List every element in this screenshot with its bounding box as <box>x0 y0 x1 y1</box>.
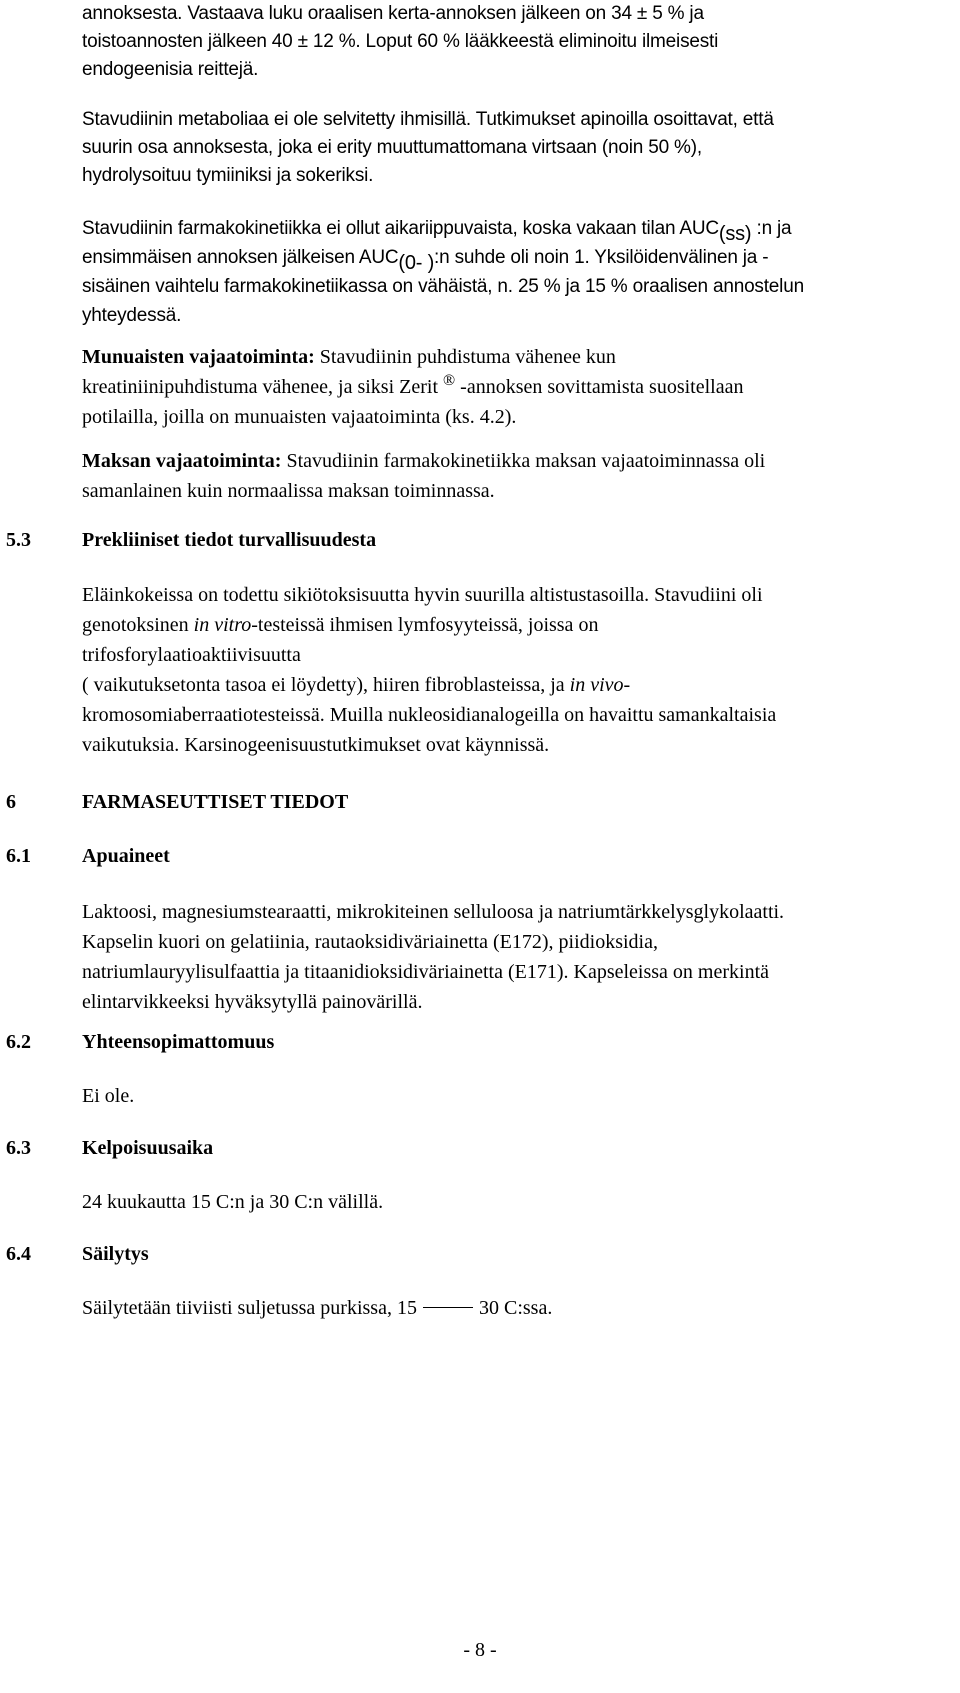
text-line: toistoannosten jälkeen 40 ± 12 %. Loput 60 % lääkkeestä eliminoitu ilmeisesti <box>82 31 719 52</box>
dash-line <box>423 1307 473 1308</box>
paragraph-pharmacokinetics <box>82 214 944 330</box>
text-line: Kapselin kuori on gelatiinia, rautaoksidiväriainetta (E172), piidioksidia, <box>82 931 658 953</box>
text-span: Stavudiinin puhdistuma vähenee kun <box>314 346 616 368</box>
paragraph-lead: Maksan vajaatoiminta: <box>82 450 282 472</box>
text-line <box>82 1294 944 1322</box>
text-span: ( vaikutuksetonta tasoa ei löydetty), hiiren fibroblasteissa, ja <box>82 674 570 696</box>
section-title: Kelpoisuusaika <box>82 1137 214 1159</box>
text-line <box>82 214 944 243</box>
text-span: :n suhde oli noin 1. Yksilöidenvälinen ja - <box>434 247 769 268</box>
section-title: Säilytys <box>82 1243 149 1265</box>
text-line <box>82 243 944 272</box>
text-line <box>82 446 944 476</box>
italic-text: in vivo <box>569 674 624 696</box>
section-title: Apuaineet <box>82 845 170 867</box>
text-line: hydrolysoituu tymiiniksi ja sokeriksi. <box>82 165 374 186</box>
section-number: 6.2 <box>6 1031 31 1053</box>
text-line: samanlainen kuin normaalissa maksan toiminnassa. <box>82 480 495 502</box>
text-line: Ei ole. <box>82 1085 135 1107</box>
text-span: Stavudiinin farmakokinetiikka maksan vajaatoiminnassa oli <box>281 450 766 472</box>
text-line <box>82 610 944 640</box>
section-number: 6.1 <box>6 845 31 867</box>
section-title: Prekliiniset tiedot turvallisuudesta <box>82 529 377 551</box>
subscript: (0- ) <box>398 252 435 274</box>
text-line: potilailla, joilla on munuaisten vajaatoiminta (ks. 4.2). <box>82 406 517 428</box>
text-line: yhteydessä. <box>82 305 182 326</box>
paragraph-preclinical <box>82 580 944 760</box>
text-line <box>82 342 944 372</box>
section-number: 5.3 <box>6 529 31 551</box>
text-line: Eläinkokeissa on todettu sikiötoksisuutta hyvin suurilla altistustasoilla. Stavudiini oli <box>82 584 763 606</box>
text-line: endogeenisia reittejä. <box>82 59 259 80</box>
paragraph-lead: Munuaisten vajaatoiminta: <box>82 346 315 368</box>
paragraph-hepatic <box>82 446 944 506</box>
paragraph-excipients <box>82 897 944 1017</box>
section-title: Yhteensopimattomuus <box>82 1031 275 1053</box>
paragraph-elimination <box>82 0 944 84</box>
text-line: kromosomiaberraatiotesteissä. Muilla nukleosidianalogeilla on havaittu samankaltaisia <box>82 704 777 726</box>
subscript: (ss) <box>718 223 752 245</box>
text-line: annoksesta. Vastaava luku oraalisen kerta-annoksen jälkeen on 34 ± 5 % ja <box>82 3 704 24</box>
section-number: 6.3 <box>6 1137 31 1159</box>
text-span: -annoksen sovittamista suositellaan <box>455 376 744 398</box>
text-line: natriumlauryylisulfaattia ja titaanidioksidiväriainetta (E171). Kapseleissa on merkintä <box>82 961 770 983</box>
text-line: Stavudiinin metaboliaa ei ole selvitetty ihmisillä. Tutkimukset apinoilla osoittavat, että <box>82 109 774 130</box>
section-number: 6 <box>6 791 16 813</box>
paragraph-metabolism <box>82 106 944 190</box>
text-line: sisäinen vaihtelu farmakokinetiikassa on vähäistä, n. 25 % ja 15 % oraalisen annostelun <box>82 276 804 297</box>
text-line: 24 kuukautta 15 C:n ja 30 C:n välillä. <box>82 1191 384 1213</box>
text-span: :n ja <box>751 218 792 239</box>
text-span: 30 C:ssa. <box>478 1297 553 1319</box>
text-span: kreatiniinipuhdistuma vähenee, ja siksi Zerit <box>82 376 444 398</box>
section-title: FARMASEUTTISET TIEDOT <box>82 791 349 813</box>
text-line: trifosforylaatioaktiivisuutta <box>82 644 301 666</box>
paragraph-renal <box>82 342 944 432</box>
italic-text: in vitro <box>193 614 252 636</box>
text-span: genotoksinen <box>82 614 194 636</box>
text-span: Stavudiinin farmakokinetiikka ei ollut aikariippuvaista, koska vakaan tilan AUC <box>82 218 719 239</box>
text-line <box>82 372 944 402</box>
text-line: suurin osa annoksesta, joka ei erity muuttumattomana virtsaan (noin 50 %), <box>82 137 702 158</box>
section-number: 6.4 <box>6 1243 31 1265</box>
text-line: vaikutuksia. Karsinogeenisuustutkimukset ovat käynnissä. <box>82 734 550 756</box>
text-line: Laktoosi, magnesiumstearaatti, mikrokiteinen selluloosa ja natriumtärkkelysglykolaatti. <box>82 901 785 923</box>
text-span: Säilytetään tiiviisti suljetussa purkissa, 15 <box>82 1297 417 1319</box>
text-span: ensimmäisen annoksen jälkeisen AUC <box>82 247 399 268</box>
page-number: - 8 - <box>463 1639 497 1661</box>
text-span: - <box>623 674 631 696</box>
text-line <box>82 670 944 700</box>
registered-mark: ® <box>443 372 456 389</box>
text-span: -testeissä ihmisen lymfosyyteissä, joissa on <box>251 614 599 636</box>
text-line: elintarvikkeeksi hyväksytyllä painovärillä. <box>82 991 423 1013</box>
